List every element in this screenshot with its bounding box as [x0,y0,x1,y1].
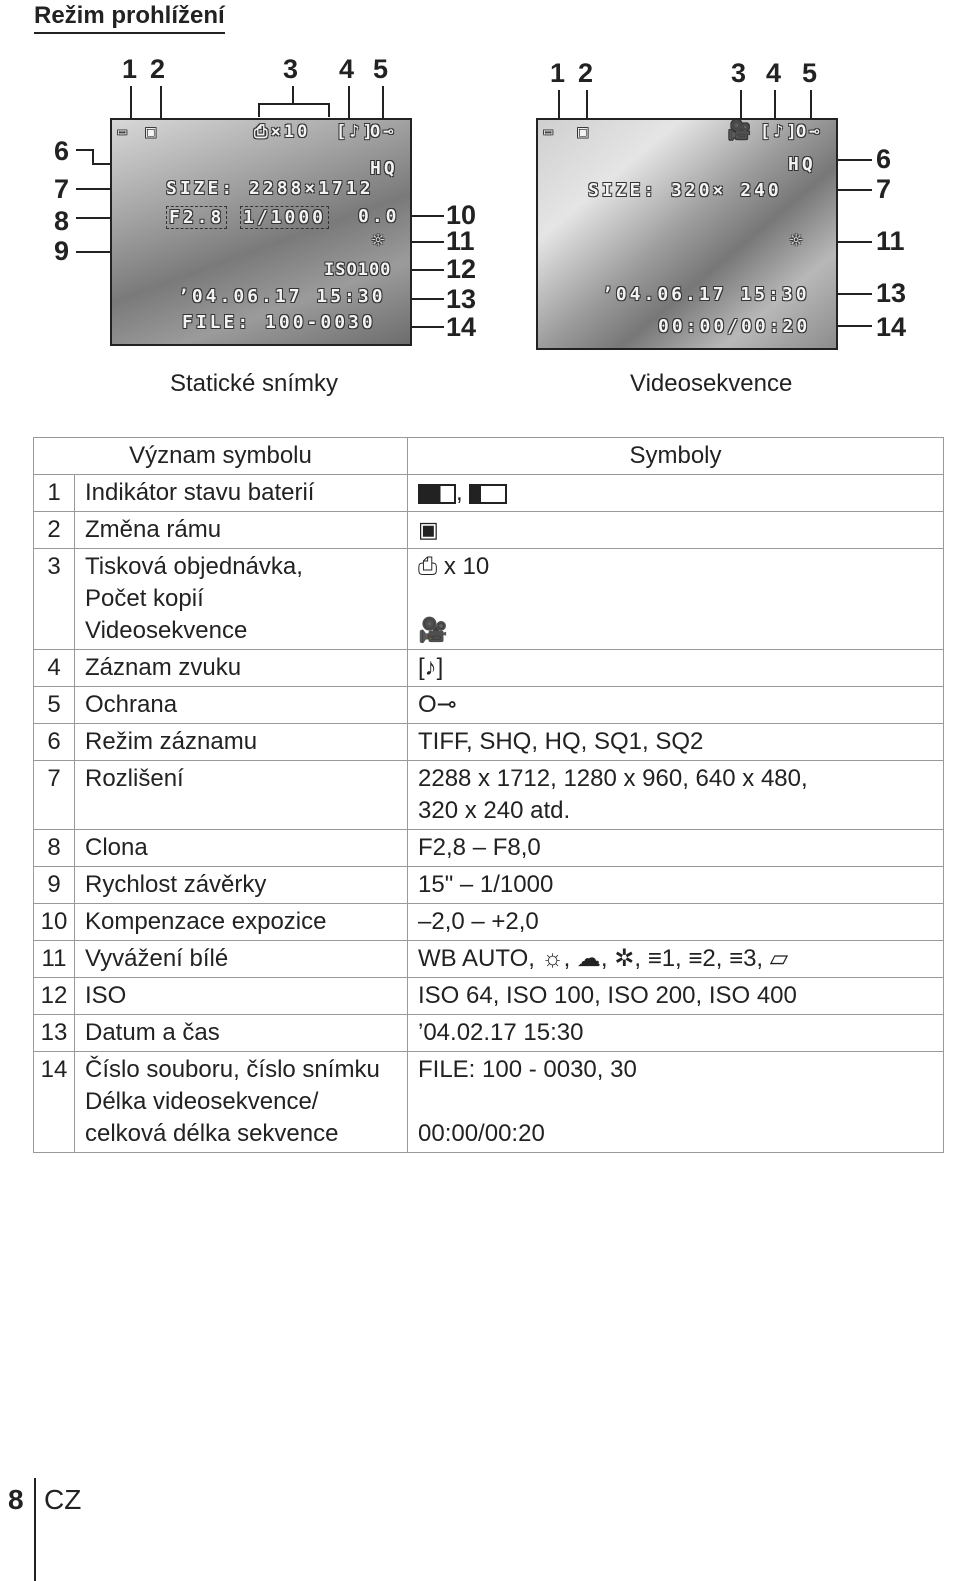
callout-10: 10 [446,200,477,230]
footer-divider [34,1478,36,1581]
symbol-table [33,437,944,1153]
video-white-balance-icon: ☼ [790,228,806,252]
video-callout-6: 6 [876,144,892,174]
still-image-screen [110,118,412,346]
callout-8: 8 [54,206,70,236]
table-row: 3 Tisková objednávka, Počet kopií Videosekvence ⎙ x 10 🎥 [34,549,944,650]
frame-icon: ▣ [146,122,159,141]
sound-icon: [♪] [336,122,376,142]
frame-change-icon: ▣ [418,517,439,542]
video-sound-icon: [♪] [760,122,800,142]
print-count: ⎙×10 [254,122,311,142]
video-callout-1: 1 [550,58,566,88]
language-code: CZ [44,1484,82,1515]
movie-icon: 🎥 [418,617,448,644]
image-size: SIZE: 2288×1712 [166,178,374,199]
table-row: 4 Záznam zvuku [♪] [34,650,944,687]
callout-1: 1 [122,54,138,84]
shutter-value: 1/1000 [240,206,329,229]
video-record-mode: HQ [788,154,816,175]
video-callout-13: 13 [876,278,907,308]
table-row: 7 Rozlišení 2288 x 1712, 1280 x 960, 640 x 480, 320 x 240 atd. [34,761,944,830]
battery-icon: ▭ [118,124,130,140]
video-callout-5: 5 [802,58,818,88]
table-row: 10 Kompenzace expozice –2,0 – +2,0 [34,904,944,941]
table-row: 6 Režim záznamu TIFF, SHQ, HQ, SQ1, SQ2 [34,724,944,761]
print-icon: ⎙ [418,553,438,580]
record-mode: HQ [370,158,398,179]
video-callout-3: 3 [731,58,747,88]
table-row: 12 ISO ISO 64, ISO 100, ISO 200, ISO 400 [34,978,944,1015]
iso-value: ISO100 [324,260,392,280]
exposure-value: 0.0 [358,206,400,227]
callout-9: 9 [54,236,70,266]
callout-2: 2 [150,54,166,84]
protect-key-icon: O⊸ [408,687,944,724]
callout-6: 6 [54,136,70,166]
section-title: Režim prohlížení [34,2,225,34]
video-protect-icon: O⊸ [796,122,823,142]
white-balance-icon: ☼ [372,228,388,252]
video-caption: Videosekvence [630,370,793,397]
video-duration: 00:00/00:20 [658,316,811,337]
video-callout-7: 7 [876,174,892,204]
sound-record-icon: [♪] [408,650,944,687]
callout-5: 5 [373,54,389,84]
video-screen [536,118,838,350]
table-row: 2 Změna rámu ▣ [34,512,944,549]
callout-13: 13 [446,284,477,314]
video-movie-icon: 🎥 [728,120,754,141]
still-caption: Statické snímky [170,370,339,397]
table-row: 1 Indikátor stavu baterií , [34,475,944,512]
video-frame-icon: ▣ [578,122,591,141]
video-callout-2: 2 [578,58,594,88]
video-date-time: ’04.06.17 15:30 [602,284,810,305]
table-row: 13 Datum a čas ’04.02.17 15:30 [34,1015,944,1052]
table-row: 8 Clona F2,8 – F8,0 [34,830,944,867]
page-number: 8 [8,1484,24,1515]
video-battery-icon: ▭ [544,124,556,140]
table-row: 9 Rychlost závěrky 15" – 1/1000 [34,867,944,904]
file-number: FILE: 100-0030 [182,312,376,333]
callout-14: 14 [446,312,477,342]
table-row: 14 Číslo souboru, číslo snímku Délka videosekvence/ celková délka sekvence FILE: 100 - 0030, 30 00:00/00:20 [34,1052,944,1153]
callout-12: 12 [446,254,477,284]
battery-low-icon [469,484,507,504]
protect-icon: O⊸ [370,122,397,142]
battery-full-icon [418,484,456,504]
video-callout-4: 4 [766,58,782,88]
video-callout-14: 14 [876,312,907,342]
callout-11: 11 [446,226,475,256]
table-row: 5 Ochrana O⊸ [34,687,944,724]
header-symbols: Symboly [408,438,944,475]
callout-4: 4 [339,54,355,84]
video-callout-11: 11 [876,226,905,256]
callout-7: 7 [54,174,70,204]
callout-3: 3 [283,54,299,84]
table-row: 11 Vyvážení bílé WB AUTO, ☼, ☁, ✲, ≡1, ≡2, ≡3, ⏥ [34,941,944,978]
video-size: SIZE: 320× 240 [588,180,782,201]
aperture-value: F2.8 [166,206,227,229]
header-meaning: Význam symbolu [34,438,408,475]
date-time: ’04.06.17 15:30 [178,286,386,307]
